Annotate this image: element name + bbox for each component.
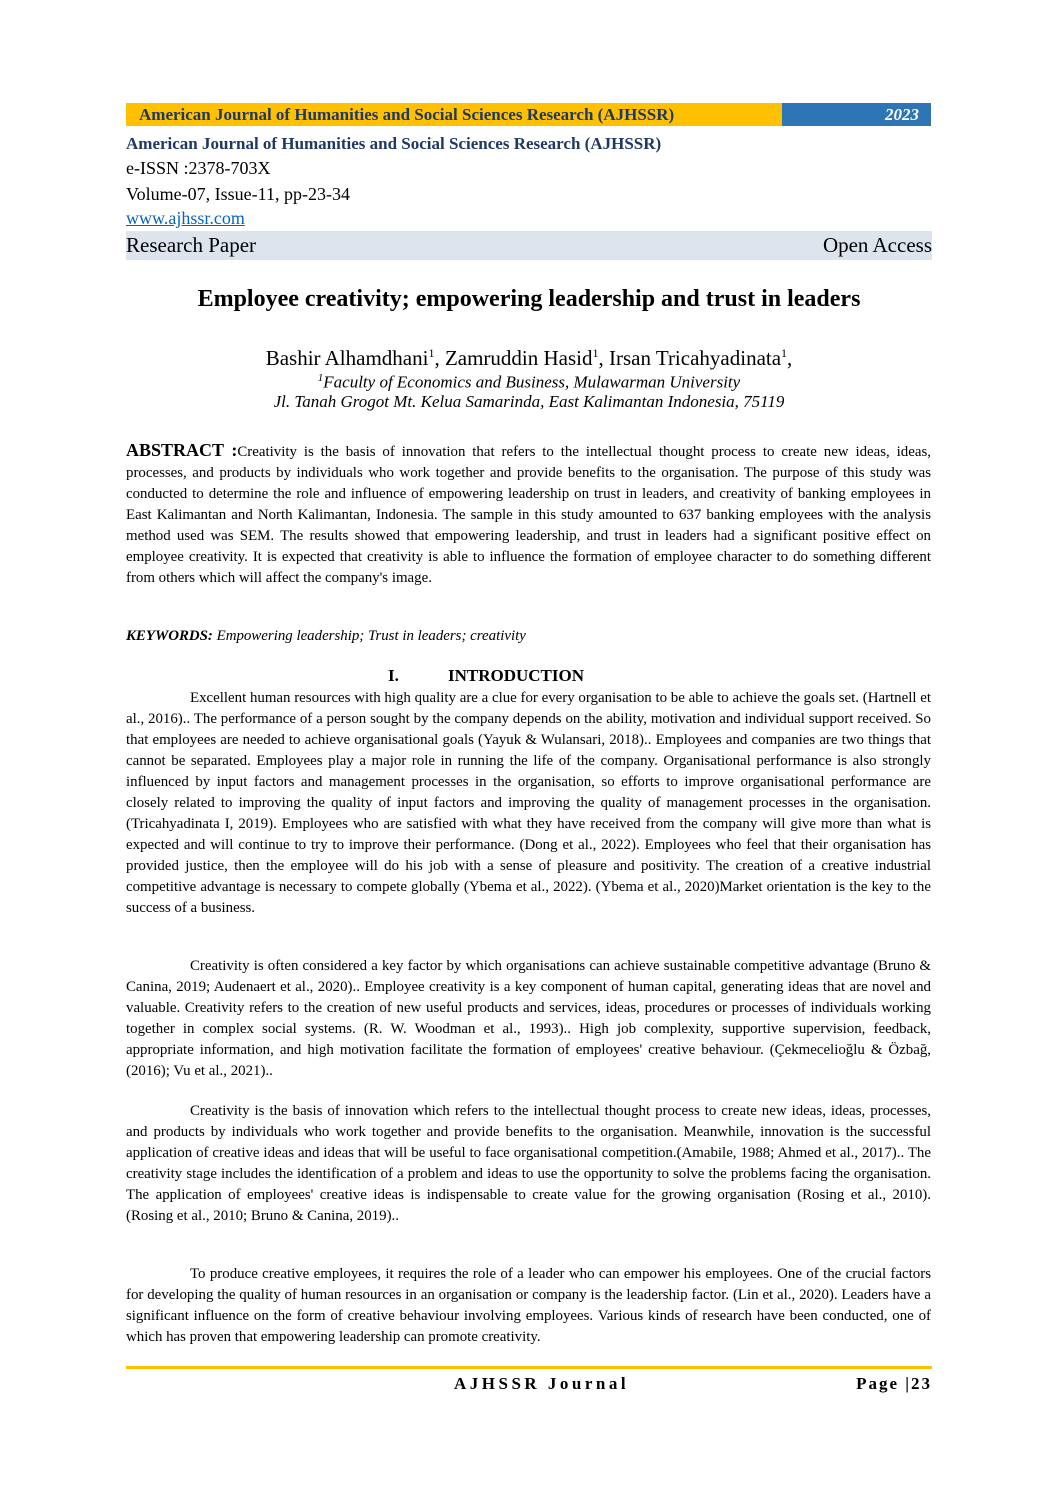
journal-header-band bbox=[126, 103, 931, 126]
author-affiliation-mark: 1 bbox=[781, 346, 788, 360]
body-paragraph: Excellent human resources with high quality are a clue for every organisation to be able to achieve the goals set. (Hartnell et al., 2016).. The performance of a person sought by the company depends on the ability, motivation and individual support received. So that employees are needed to achieve organisational goals (Yayuk & Wulansari, 2018).. Employees and companies are two things that cannot be separated. Employees play a major role in running the life of the company. Organisational performance is also strongly influenced by input factors and management processes in the organisation, so efforts to improve organisational performance are closely related to improving the quality of input factors and improving the quality of management processes in the organisation. (Tricahyadinata I, 2019). Employees who are satisfied with what they have received from the company will give more than what is expected and will continue to try to improve their performance. (Dong et al., 2022). Employees who feel that their organisation has provided justice, then the employee will do his job with a sense of pleasure and positivity. The creation of a creative industrial competitive advantage is necessary to compete globally (Ybema et al., 2022). (Ybema et al., 2020)Market orientation is the key to the success of a business. bbox=[126, 690, 931, 916]
section-title: INTRODUCTION bbox=[448, 666, 585, 685]
affiliation-mark: 1 bbox=[317, 372, 324, 384]
author-separator: , bbox=[434, 346, 445, 370]
affiliation-line-1 bbox=[60, 367, 998, 394]
author-name: Irsan Tricahyadinata bbox=[609, 346, 782, 370]
paper-title: Employee creativity; empowering leadership and trust in leaders bbox=[197, 286, 861, 312]
author-separator: , bbox=[787, 346, 793, 370]
keywords-label: KEYWORDS: bbox=[126, 628, 213, 644]
body-paragraph: To produce creative employees, it requires the role of a leader who can empower his employees. One of the crucial factors for developing the quality of human resources in an organisation or company is the leadership factor. (Lin et al., 2020). Leaders have a significant influence on the form of creative behaviour involving employees. Various kinds of research have been conducted, one of which has proven that empowering leadership can promote creativity. bbox=[126, 1266, 931, 1345]
paper-type-bar bbox=[126, 231, 932, 260]
affiliation-line-2: Jl. Tanah Grogot Mt. Kelua Samarinda, East Kalimantan Indonesia, 75119 bbox=[273, 392, 785, 411]
author-affiliation-mark: 1 bbox=[592, 346, 599, 360]
author-affiliation-mark: 1 bbox=[428, 346, 435, 360]
author-separator: , bbox=[598, 346, 609, 370]
eissn-label: e-ISSN : bbox=[126, 158, 189, 178]
abstract bbox=[126, 440, 931, 589]
open-access-label: Open Access bbox=[822, 233, 932, 257]
footer-divider bbox=[126, 1366, 932, 1369]
section-number: I. bbox=[388, 666, 399, 685]
footer-journal-name: AJHSSR Journal bbox=[454, 1374, 630, 1393]
abstract-text: Creativity is the basis of innovation that refers to the intellectual thought process to create new ideas, ideas, processes, and products by individuals who work together and provide benefits to the organisation. The purpose of this study was conducted to determine the role and influence of empowering leadership on trust in leaders, and creativity of banking employees in East Kalimantan and North Kalimantan, Indonesia. The sample in this study amounted to 637 banking employees with the analysis method used was SEM. The results showed that empowering leadership, and trust in leaders had a significant positive effect on employee creativity. It is expected that creativity is able to influence the formation of employee character to do something different from others which will affect the company's image. bbox=[126, 444, 931, 586]
author-name: Zamruddin Hasid bbox=[444, 346, 593, 370]
eissn-value: 2378-703X bbox=[188, 158, 271, 178]
header-journal-name: American Journal of Humanities and Social Sciences Research (AJHSSR) bbox=[126, 103, 782, 126]
section-heading-introduction bbox=[126, 666, 931, 688]
page-footer bbox=[126, 1374, 932, 1398]
keywords-text: Empowering leadership; Trust in leaders; creativity bbox=[212, 628, 526, 644]
abstract-label: ABSTRACT : bbox=[126, 440, 238, 460]
header-year: 2023 bbox=[782, 103, 931, 126]
footer-page-number: Page |23 bbox=[856, 1374, 932, 1393]
volume-issue: Volume-07, Issue-11, pp-23-34 bbox=[126, 184, 350, 204]
body-paragraph: Creativity is often considered a key factor by which organisations can achieve sustainable competitive advantage (Bruno & Canina, 2019; Audenaert et al., 2020).. Employee creativity is a key component of human capital, generating ideas that are novel and valuable. Creativity refers to the creation of new useful products and services, ideas, procedures or processes of individuals working together in complex social systems. (R. W. Woodman et al., 1993).. High job complexity, supportive supervision, feedback, appropriate information, and high motivation facilitate the formation of employees' creative behaviour. (Çekmecelioğlu & Özbağ, (2016); Vu et al., 2021).. bbox=[126, 958, 931, 1079]
eissn-line bbox=[126, 157, 932, 179]
paper-type: Research Paper bbox=[126, 233, 257, 257]
journal-website-link[interactable]: www.ajhssr.com bbox=[126, 208, 245, 228]
keywords bbox=[126, 626, 931, 647]
author-name: Bashir Alhamdhani bbox=[265, 346, 429, 370]
journal-title: American Journal of Humanities and Social Sciences Research (AJHSSR) bbox=[126, 134, 662, 153]
body-paragraph: Creativity is the basis of innovation which refers to the intellectual thought process to create new ideas, ideas, processes, and products by individuals who work together and provide benefits to the organisation. Meanwhile, innovation is the successful application of creative ideas and ideas that will be useful to face organisational competition.(Amabile, 1988; Ahmed et al., 2017).. The creativity stage includes the identification of a problem and ideas to use the opportunity to solve the problems facing the organisation. The application of employees' creative ideas is indispensable to create value for the growing organisation (Rosing et al., 2010). (Rosing et al., 2010; Bruno & Canina, 2019).. bbox=[126, 1103, 931, 1224]
affiliation-institution: Faculty of Economics and Business, Mulawarman University bbox=[323, 372, 741, 392]
